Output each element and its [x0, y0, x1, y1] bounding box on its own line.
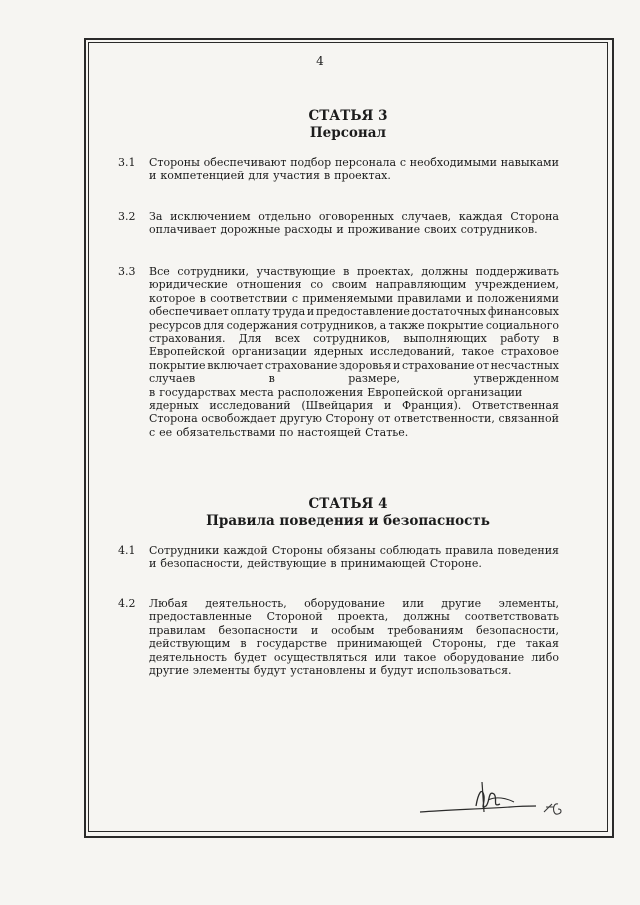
word: также: [388, 318, 425, 332]
word: соблюдать: [379, 544, 442, 557]
word: с: [291, 291, 299, 305]
word: такое: [403, 650, 437, 664]
word: необходимыми: [409, 156, 497, 169]
word: либо: [531, 650, 559, 664]
word: где: [496, 637, 516, 651]
clause-4-2: [118, 597, 558, 677]
word: и: [149, 557, 157, 571]
word: утвержденном: [473, 372, 559, 386]
word: будут: [380, 664, 414, 678]
word: безопасности,: [160, 557, 244, 571]
word: страховое: [500, 345, 559, 359]
word: оборудование: [443, 650, 525, 664]
word: достаточных: [411, 305, 487, 319]
word: Для: [238, 332, 262, 346]
word: будут: [253, 664, 287, 678]
word: в: [199, 291, 206, 305]
clause-line: [149, 426, 559, 439]
signature-image: [418, 776, 578, 826]
word: случаев: [149, 372, 196, 386]
article-title: СТАТЬЯ 4: [308, 496, 388, 512]
word: установлены: [290, 664, 366, 678]
word: исследований,: [369, 345, 455, 359]
word: предоставление: [315, 305, 410, 319]
word: другие: [149, 664, 189, 678]
word: всех: [274, 332, 300, 346]
word: принимающей: [337, 637, 423, 651]
word: сотрудников,: [313, 332, 391, 346]
clause-line: [149, 651, 559, 664]
clause-line: [149, 557, 559, 570]
clause-line: [149, 223, 559, 236]
article-4-heading: [88, 496, 608, 530]
word: в: [149, 385, 156, 399]
clause-number: 3.1: [118, 156, 136, 169]
word: дорожные: [220, 223, 281, 237]
word: ее: [159, 425, 173, 439]
word: исключением: [170, 210, 251, 223]
word: правила: [445, 544, 494, 557]
word: каждая: [458, 210, 503, 223]
clause-line: [149, 332, 559, 345]
clause-line: [149, 359, 559, 372]
word: содержания: [226, 318, 298, 332]
word: должны: [421, 265, 468, 278]
word: Ответственная: [471, 399, 559, 413]
word: (Швейцария: [301, 399, 374, 413]
word: предоставленные: [149, 610, 252, 624]
word: оплату: [230, 305, 271, 319]
word: страхование: [264, 358, 338, 372]
word: Стороны: [271, 544, 323, 557]
word: и: [465, 291, 473, 305]
word: сотрудников,: [300, 318, 378, 332]
word: в: [323, 169, 331, 183]
word: работу: [500, 332, 540, 346]
word: а: [379, 318, 387, 332]
word: для: [203, 318, 225, 332]
word: каждой: [223, 544, 268, 557]
article-title: СТАТЬЯ 3: [308, 108, 388, 124]
word: другую: [279, 412, 322, 426]
word: Любая: [149, 597, 188, 610]
word: и: [336, 223, 344, 237]
word: оборудование: [304, 597, 385, 610]
word: в: [240, 637, 247, 651]
word: государстве: [256, 637, 327, 651]
word: оговоренных: [318, 210, 394, 223]
word: государствах: [159, 385, 236, 399]
word: связанной: [498, 412, 559, 426]
word: труда: [272, 305, 306, 319]
word: или: [402, 597, 424, 610]
word: Европейской: [149, 345, 226, 359]
word: сотрудники,: [177, 265, 249, 278]
word: для: [248, 169, 270, 183]
word: ресурсов: [149, 318, 202, 332]
word: размере,: [348, 372, 400, 386]
word: настоящей: [297, 425, 362, 439]
word: навыками: [500, 156, 559, 169]
word: и: [369, 664, 377, 678]
word: исследований: [209, 399, 291, 413]
word: сотрудников.: [460, 223, 538, 237]
clause-line: [149, 637, 559, 650]
word: Сторону: [325, 412, 375, 426]
clause-line: [149, 372, 559, 385]
word: которое: [149, 291, 196, 305]
word: правилами: [397, 291, 462, 305]
word: социального: [485, 318, 559, 332]
word: направляющим: [375, 278, 467, 292]
word: финансовых: [487, 305, 559, 319]
clause-line: [149, 386, 559, 399]
word: отношения: [236, 278, 302, 292]
word: Сторона: [149, 412, 198, 426]
word: безопасности: [218, 623, 298, 637]
word: компетенцией: [160, 169, 245, 183]
clause-text: [149, 156, 559, 183]
word: с: [149, 425, 156, 439]
clause-line: [149, 169, 559, 182]
word: осуществляться: [273, 650, 368, 664]
word: или: [374, 650, 397, 664]
word: действующие: [247, 557, 327, 571]
clause-number: 3.3: [118, 265, 136, 278]
clause-3-2: [118, 210, 558, 237]
word: выполняющих: [403, 332, 487, 346]
word: принимающей: [340, 557, 426, 571]
word: Сторона: [510, 210, 559, 223]
word: организации: [231, 345, 307, 359]
word: проектах.: [334, 169, 391, 183]
word: такая: [525, 637, 559, 651]
word: обеспечивают: [203, 156, 287, 169]
word: в: [343, 265, 350, 278]
clause-text: [149, 210, 559, 237]
word: и: [149, 169, 157, 183]
word: от: [476, 358, 489, 372]
word: будет: [234, 650, 267, 664]
word: освобождает: [201, 412, 277, 426]
word: покрытие: [149, 358, 206, 372]
word: другие: [441, 597, 482, 610]
clause-number: 3.2: [118, 210, 136, 223]
word: своим: [331, 278, 367, 292]
word: и: [383, 399, 392, 413]
word: использоваться.: [417, 664, 512, 678]
article-subtitle: Правила поведения и безопасность: [206, 513, 490, 529]
word: случаев,: [401, 210, 452, 223]
article-3-heading: [88, 108, 608, 142]
word: и: [392, 358, 401, 372]
word: здоровья: [339, 358, 392, 372]
word: элементы: [192, 664, 250, 678]
word: Стороной: [266, 610, 323, 624]
clause-3-3: [118, 265, 558, 439]
word: с: [399, 156, 407, 169]
clause-text: [149, 265, 559, 439]
word: должны: [403, 610, 450, 624]
word: безопасности,: [476, 623, 559, 637]
word: деятельность,: [205, 597, 287, 610]
clause-text: [149, 597, 559, 677]
word: своих: [424, 223, 457, 237]
word: включает: [207, 358, 264, 372]
word: оплачивает: [149, 223, 217, 237]
word: проекта,: [337, 610, 389, 624]
word: ответственности,: [394, 412, 495, 426]
word: поведения: [497, 544, 559, 557]
word: обеспечивает: [149, 305, 229, 319]
clause-line: [149, 305, 559, 318]
word: организации: [447, 385, 523, 399]
word: несчастных: [490, 358, 559, 372]
word: Статье.: [365, 425, 409, 439]
word: действующим: [149, 637, 231, 651]
word: подбор: [290, 156, 332, 169]
word: обязаны: [326, 544, 376, 557]
word: со: [310, 278, 324, 292]
clause-line: [149, 278, 559, 291]
word: по: [279, 425, 294, 439]
clause-line: [149, 664, 559, 677]
word: особым: [331, 623, 375, 637]
word: положениями: [477, 291, 559, 305]
clause-line: [149, 597, 559, 610]
word: учреждением,: [475, 278, 559, 292]
word: в: [268, 372, 275, 386]
clause-line: [149, 265, 559, 278]
word: расположения: [277, 385, 364, 399]
clause-line: [149, 345, 559, 358]
word: и: [306, 305, 315, 319]
word: юридические: [149, 278, 228, 292]
word: Стороны,: [432, 637, 487, 651]
word: в: [330, 557, 337, 571]
word: Франция).: [402, 399, 462, 413]
word: покрытие: [427, 318, 484, 332]
clause-number: 4.2: [118, 597, 136, 610]
word: требованиям: [387, 623, 464, 637]
word: ядерных: [313, 345, 364, 359]
word: соответствии: [210, 291, 288, 305]
clause-line: [149, 610, 559, 623]
clause-line: [149, 399, 559, 412]
clause-line: [149, 292, 559, 305]
word: от: [377, 412, 391, 426]
clause-text: [149, 544, 559, 571]
word: Стороны: [149, 156, 200, 169]
word: проектах,: [356, 265, 414, 278]
page-number: 4: [316, 54, 324, 68]
clause-line: [149, 544, 559, 557]
word: персонала: [334, 156, 397, 169]
word: Сотрудники: [149, 544, 220, 557]
clause-number: 4.1: [118, 544, 136, 557]
word: Стороне.: [429, 557, 482, 571]
clause-line: [149, 210, 559, 223]
word: соответствовать: [464, 610, 559, 624]
word: страхование: [401, 358, 475, 372]
clause-3-1: [118, 156, 558, 183]
word: применяемыми: [302, 291, 394, 305]
word: страхования.: [149, 332, 226, 346]
clause-line: [149, 156, 559, 169]
clause-4-1: [118, 544, 558, 571]
article-subtitle: Персонал: [309, 125, 387, 141]
clause-line: [149, 412, 559, 425]
word: такое: [461, 345, 495, 359]
word: За: [149, 210, 163, 223]
word: проживание: [347, 223, 421, 237]
word: расходы: [284, 223, 333, 237]
clause-line: [149, 319, 559, 332]
word: Все: [149, 265, 170, 278]
clause-line: [149, 624, 559, 637]
word: участия: [273, 169, 320, 183]
word: поддерживать: [475, 265, 559, 278]
word: деятельность: [149, 650, 227, 664]
word: в: [552, 332, 559, 346]
word: и: [310, 623, 319, 637]
word: места: [239, 385, 274, 399]
word: обязательствами: [176, 425, 276, 439]
word: отдельно: [258, 210, 312, 223]
word: Европейской: [367, 385, 444, 399]
word: ядерных: [149, 399, 199, 413]
word: участвующие: [256, 265, 336, 278]
word: правилам: [149, 623, 206, 637]
word: элементы,: [498, 597, 559, 610]
